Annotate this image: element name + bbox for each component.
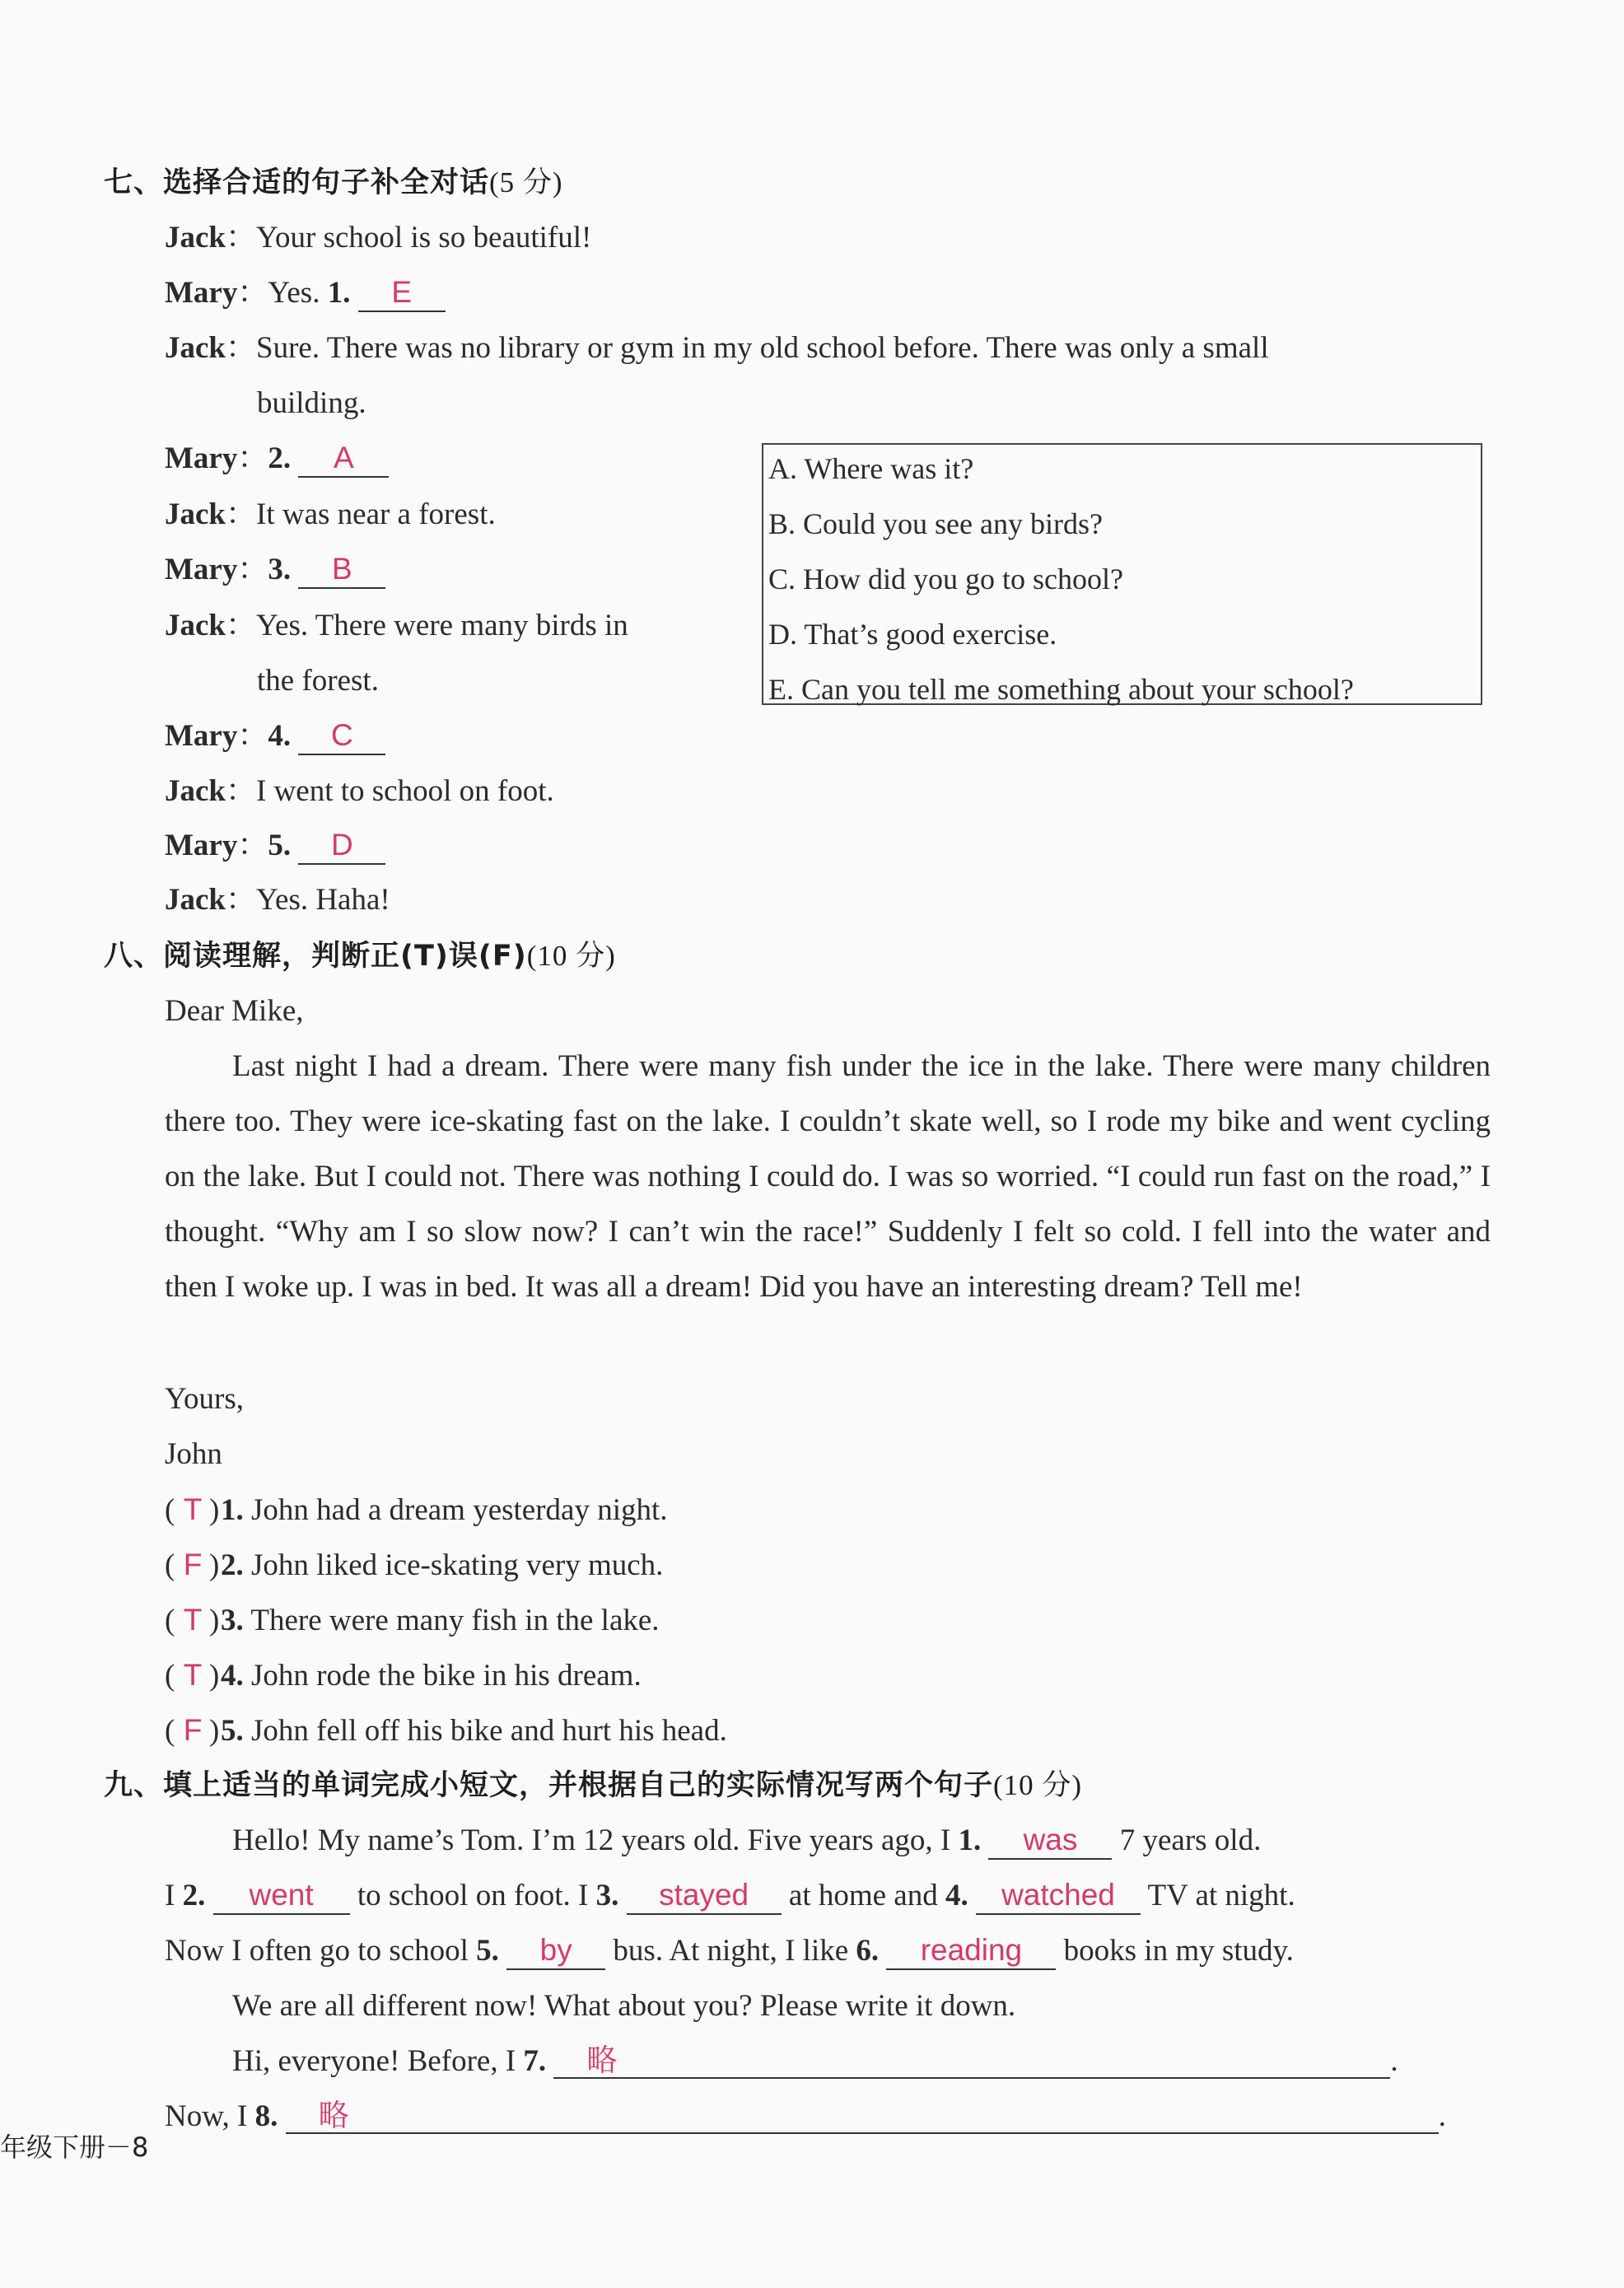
- tf-answer-4[interactable]: T: [183, 1658, 203, 1692]
- option-d: D. That’s good exercise.: [768, 618, 1057, 651]
- dialogue-line-3-cont: building.: [257, 386, 366, 420]
- fill-blank-1[interactable]: was: [988, 1822, 1112, 1860]
- dialogue-line-7-cont: the forest.: [257, 664, 379, 698]
- section-8-heading: 八、阅读理解，判断正(T)误(F)(10 分): [104, 940, 616, 973]
- option-c: C. How did you go to school?: [768, 563, 1123, 595]
- dialogue-line-10: Mary：5. D: [165, 825, 385, 866]
- answer-blank-1[interactable]: E: [358, 274, 446, 312]
- dialogue-line-6: Mary：3. B: [165, 549, 385, 591]
- tf-answer-3[interactable]: T: [183, 1603, 203, 1637]
- fill-blank-2[interactable]: went: [213, 1877, 350, 1915]
- tf-item-1: ( T )1. John had a dream yesterday night.: [165, 1489, 668, 1531]
- tf-item-4: ( T )4. John rode the bike in his dream.: [165, 1655, 642, 1697]
- answer-blank-4[interactable]: C: [298, 717, 385, 755]
- dialogue-line-2: Mary：Yes. 1. E: [165, 273, 446, 314]
- passage-line-4: We are all different now! What about you? Please write it down.: [232, 1989, 1016, 2023]
- answer-blank-5[interactable]: D: [298, 827, 385, 865]
- answer-blank-2[interactable]: A: [298, 440, 389, 478]
- dialogue-line-11: Jack：Yes. Haha!: [165, 883, 390, 917]
- letter-greeting: Dear Mike,: [165, 994, 304, 1028]
- tf-item-3: ( T )3. There were many fish in the lake.: [165, 1599, 660, 1641]
- dialogue-line-4: Mary：2. A: [165, 438, 389, 479]
- passage-line-6: Now, I 8. 略 .: [165, 2099, 1446, 2133]
- write-blank-7[interactable]: 略: [553, 2043, 1390, 2079]
- option-a: A. Where was it?: [768, 452, 974, 485]
- letter-closing: Yours,: [165, 1382, 244, 1416]
- dialogue-line-5: Jack：It was near a forest.: [165, 497, 496, 531]
- page-footer: 年级下册－8: [0, 2132, 149, 2163]
- dialogue-line-3: Jack：Sure. There was no library or gym in my old school before. There was only a small: [165, 331, 1269, 365]
- answer-blank-3[interactable]: B: [298, 551, 385, 589]
- passage-line-3: Now I often go to school 5. by bus. At night, I like 6. reading books in my study.: [165, 1931, 1294, 1972]
- tf-item-2: ( F )2. John liked ice-skating very much.: [165, 1544, 663, 1586]
- letter-signature: John: [165, 1437, 222, 1471]
- fill-blank-5[interactable]: by: [506, 1932, 605, 1970]
- dialogue-line-1: Jack：Your school is so beautiful!: [165, 221, 592, 254]
- tf-answer-1[interactable]: T: [183, 1492, 203, 1526]
- tf-answer-2[interactable]: F: [183, 1548, 203, 1581]
- dialogue-line-7: Jack：Yes. There were many birds in: [165, 609, 628, 642]
- dialogue-line-8: Mary：4. C: [165, 716, 385, 757]
- write-blank-8[interactable]: 略: [286, 2098, 1439, 2134]
- section-9-heading: 九、填上适当的单词完成小短文，并根据自己的实际情况写两个句子(10 分): [104, 1769, 1083, 1802]
- fill-blank-3[interactable]: stayed: [627, 1877, 782, 1915]
- options-box: [762, 443, 1482, 705]
- fill-blank-6[interactable]: reading: [886, 1932, 1056, 1970]
- option-b: B. Could you see any birds?: [768, 507, 1103, 540]
- dialogue-line-9: Jack：I went to school on foot.: [165, 774, 554, 808]
- passage-line-5: Hi, everyone! Before, I 7. 略 .: [232, 2043, 1398, 2078]
- passage-line-1: Hello! My name’s Tom. I’m 12 years old. Five years ago, I 1. was 7 years old.: [232, 1820, 1261, 1861]
- passage-line-2: I 2. went to school on foot. I 3. stayed at home and 4. watched TV at night.: [165, 1875, 1295, 1917]
- section-7-heading: 七、选择合适的句子补全对话(5 分): [104, 166, 563, 199]
- fill-blank-4[interactable]: watched: [976, 1877, 1141, 1915]
- option-e: E. Can you tell me something about your school?: [768, 673, 1354, 706]
- tf-item-5: ( F )5. John fell off his bike and hurt his head.: [165, 1710, 727, 1752]
- letter-body: Last night I had a dream. There were many fish under the ice in the lake. There were many children there too. They were ice-skating fast on the lake. I couldn’t skate well, so I rode my bike and went cycling on the lake. But I could not. There was nothing I could do. I was so worried. “I could run fast on the road,” I thought. “Why am I so slow now? I can’t win the race!” Suddenly I felt so cold. I fell into the water and then I woke up. I was in bed. It was all a dream! Did you have an interesting dream? Tell me!: [165, 1049, 1491, 1304]
- tf-answer-5[interactable]: F: [183, 1713, 203, 1747]
